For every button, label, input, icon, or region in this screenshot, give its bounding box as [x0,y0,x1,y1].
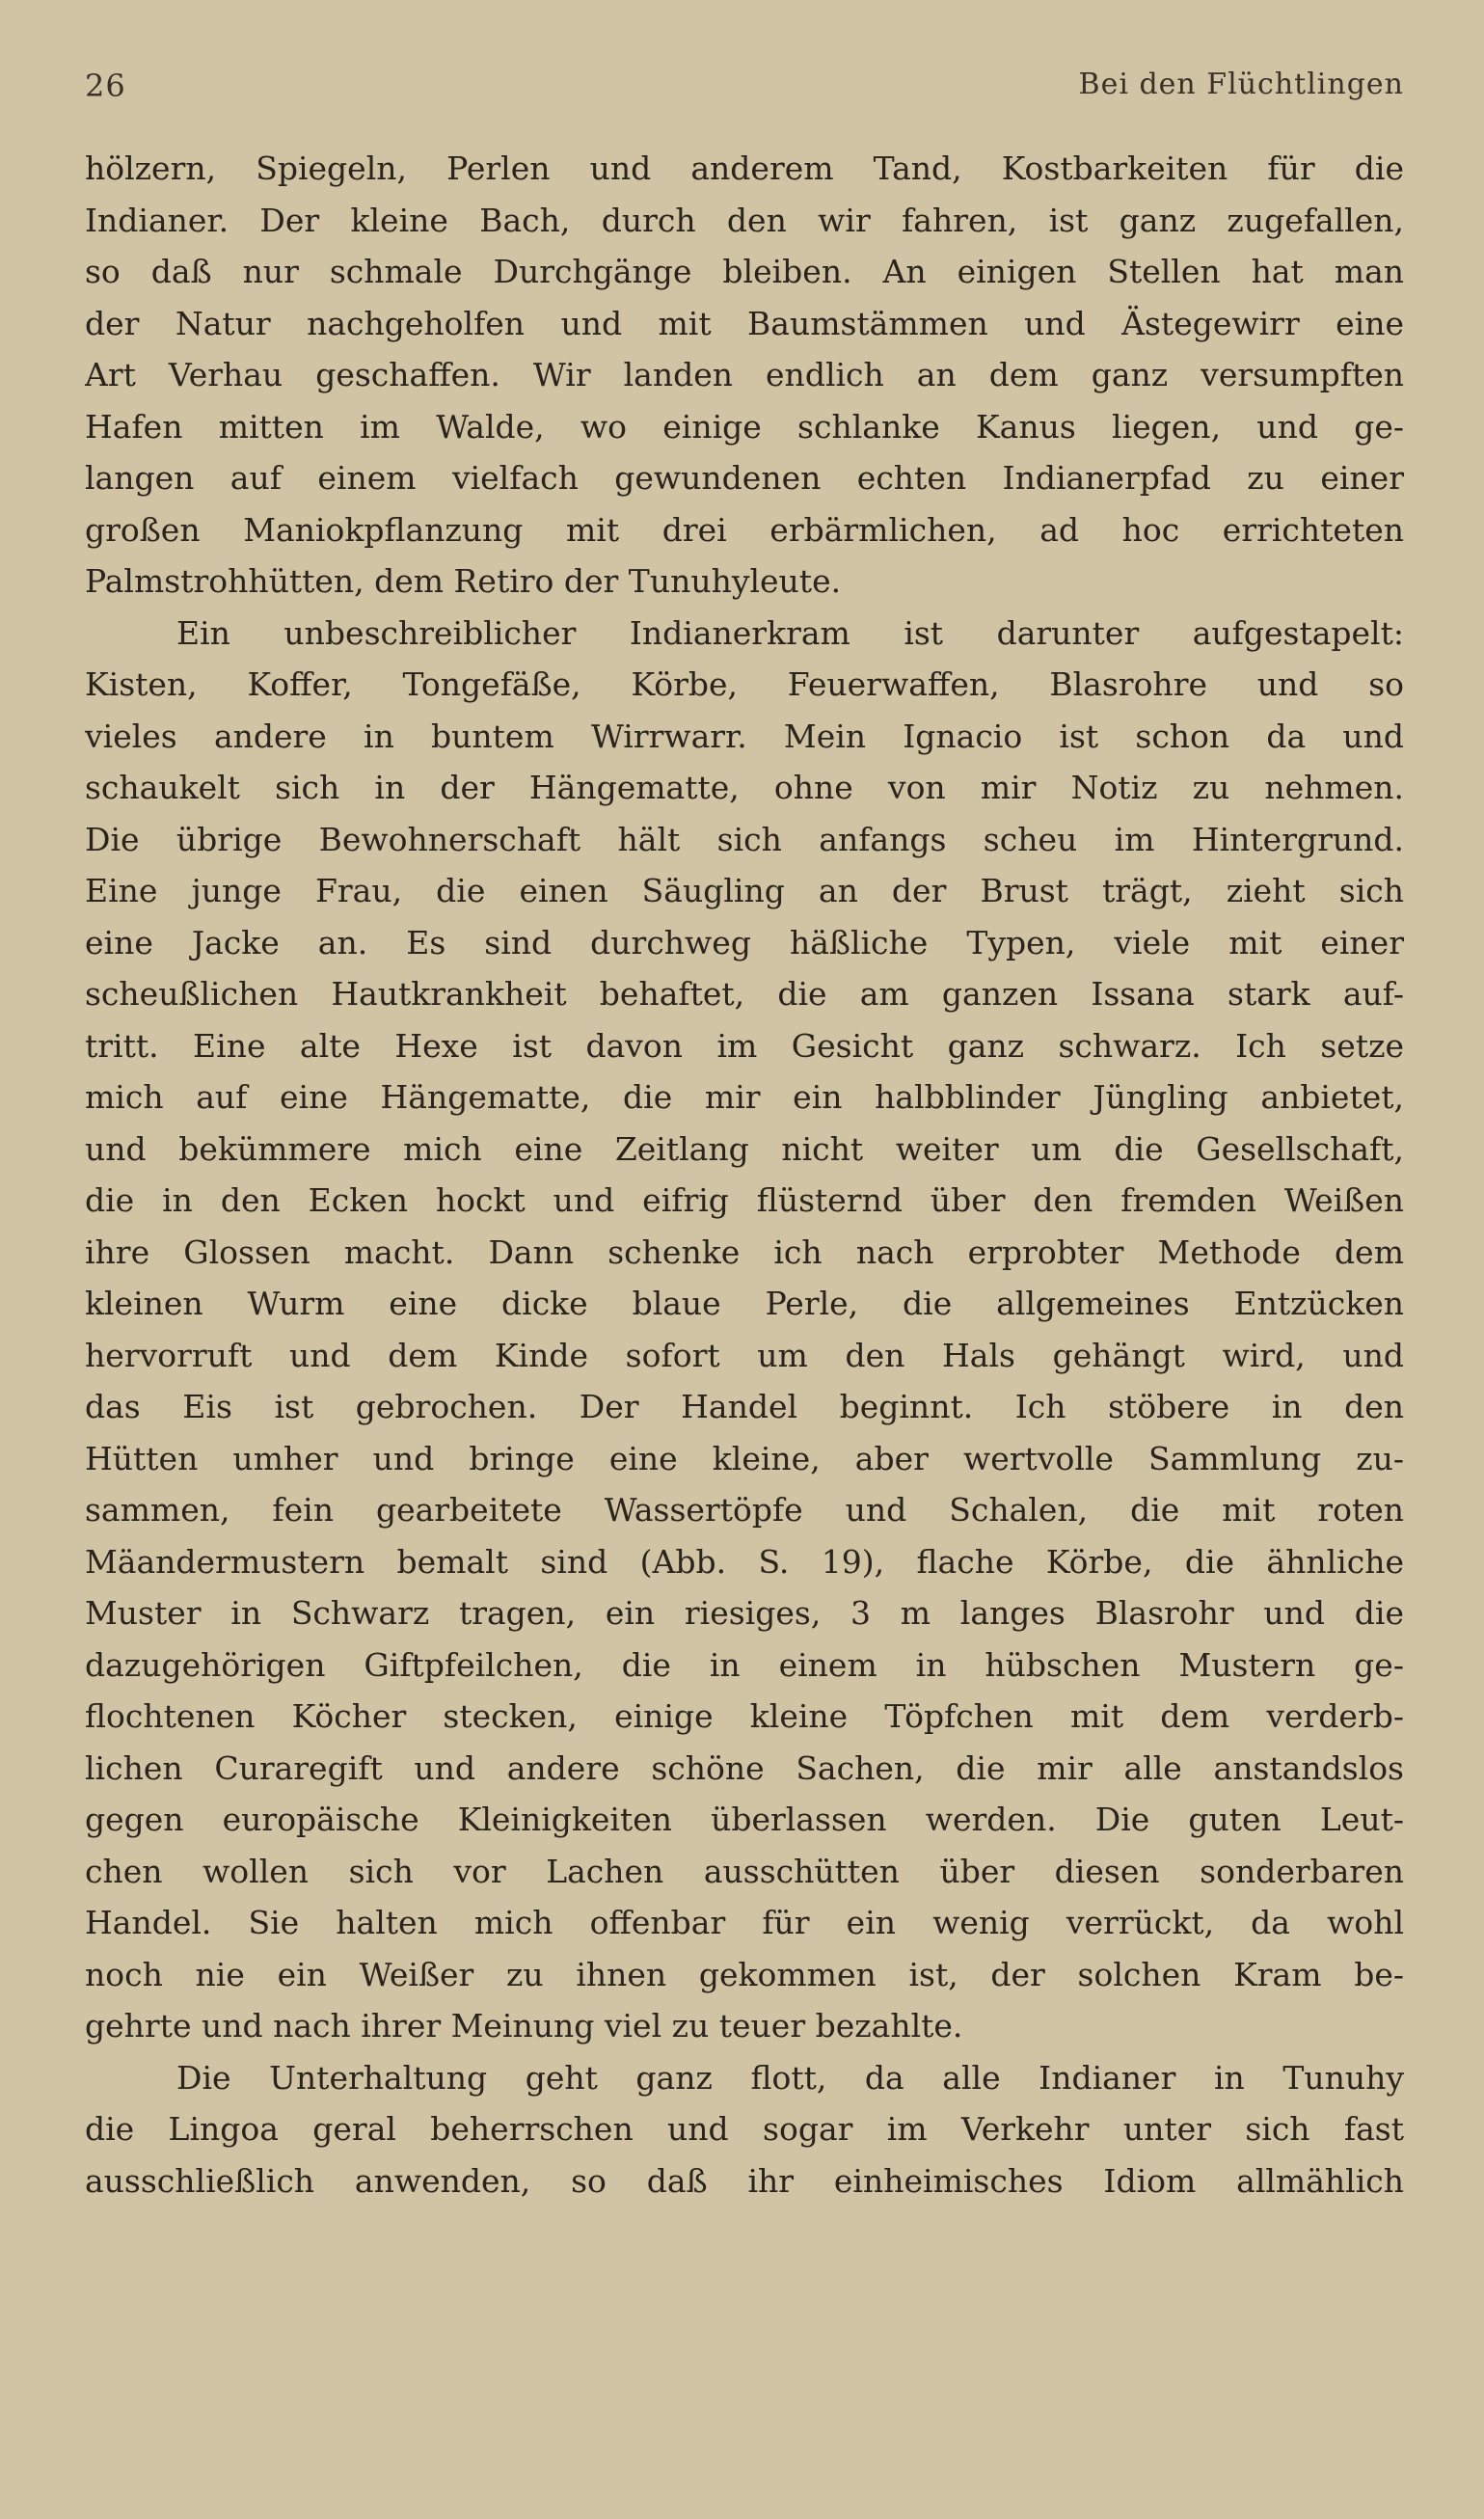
text-line: so daß nur schmale Durchgänge bleiben. An einigen Stellen hat man [85,253,1404,290]
body-text [85,143,1404,2207]
text-line: vieles andere in buntem Wirrwarr. Mein Ignacio ist schon da und [85,717,1404,755]
text-line: Kisten, Koffer, Tongefäße, Körbe, Feuerwaffen, Blasrohre und so [85,665,1404,703]
text-line: gegen europäische Kleinigkeiten überlassen werden. Die guten Leut- [85,1801,1404,1838]
text-line: das Eis ist gebrochen. Der Handel beginnt. Ich stöbere in den [85,1388,1404,1425]
text-line: Die übrige Bewohnerschaft hält sich anfangs scheu im Hintergrund. [85,820,1404,858]
text-line: chen wollen sich vor Lachen ausschütten über diesen sonderbaren [85,1852,1404,1890]
text-line: Hütten umher und bringe eine kleine, aber wertvolle Sammlung zu- [85,1439,1404,1477]
text-line: sammen, fein gearbeitete Wassertöpfe und Schalen, die mit roten [85,1491,1404,1529]
text-line: hölzern, Spiegeln, Perlen und anderem Tand, Kostbarkeiten für die [85,149,1404,187]
text-line: Palmstrohhütten, dem Retiro der Tunuhyleute. [85,562,842,600]
text-line: scheußlichen Hautkrankheit behaftet, die am ganzen Issana stark auf- [85,975,1404,1013]
text-line: tritt. Eine alte Hexe ist davon im Gesicht ganz schwarz. Ich setze [85,1026,1404,1065]
text-line: mich auf eine Hängematte, die mir ein halbblinder Jüngling anbietet, [85,1078,1404,1116]
text-line: eine Jacke an. Es sind durchweg häßliche Typen, viele mit einer [85,923,1404,962]
running-title: Bei den Flüchtlingen [1078,68,1404,101]
text-line: ihre Glossen macht. Dann schenke ich nach erprobter Methode dem [85,1232,1404,1271]
text-line: schaukelt sich in der Hängematte, ohne von mir Notiz zu nehmen. [85,769,1404,806]
text-line: der Natur nachgeholfen und mit Baumstämmen und Ästegewirr eine [85,304,1404,342]
running-head [85,68,1404,106]
text-line: noch nie ein Weißer zu ihnen gekommen ist, der solchen Kram be- [85,1955,1404,1993]
text-line: Muster in Schwarz tragen, ein riesiges, 3 m langes Blasrohr und die [85,1594,1404,1632]
text-line: und bekümmere mich eine Zeitlang nicht weiter um die Gesellschaft, [85,1129,1404,1168]
text-line: Art Verhau geschaffen. Wir landen endlich an dem ganz versumpften [85,356,1404,393]
text-line: Eine junge Frau, die einen Säugling an der Brust trägt, zieht sich [85,872,1404,909]
text-line: Hafen mitten im Walde, wo einige schlanke Kanus liegen, und ge- [85,407,1404,446]
text-line: Mäandermustern bemalt sind (Abb. S. 19), flache Körbe, die ähnliche [85,1542,1404,1581]
paragraph-start-line: Ein unbeschreiblicher Indianerkram ist darunter aufgestapelt: [176,613,1404,652]
text-line: flochtenen Köcher stecken, einige kleine Töpfchen mit dem verderb- [85,1697,1404,1735]
page-number: 26 [85,68,126,104]
text-line: Handel. Sie halten mich offenbar für ein wenig verrückt, da wohl [85,1904,1404,1941]
text-line: Indianer. Der kleine Bach, durch den wir fahren, ist ganz zugefallen, [85,201,1404,239]
text-line: die in den Ecken hockt und eifrig flüsternd über den fremden Weißen [85,1181,1404,1219]
text-line: langen auf einem vielfach gewundenen echten Indianerpfad zu einer [85,459,1404,497]
paragraph-start-line: Die Unterhaltung geht ganz flott, da alle Indianer in Tunuhy [176,2058,1404,2097]
text-line: lichen Curaregift und andere schöne Sachen, die mir alle anstandslos [85,1748,1404,1787]
text-line: kleinen Wurm eine dicke blaue Perle, die allgemeines Entzücken [85,1285,1404,1322]
text-line: großen Maniokpflanzung mit drei erbärmlichen, ad hoc errichteten [85,510,1404,549]
text-line: die Lingoa geral beherrschen und sogar im Verkehr unter sich fast [85,2110,1404,2148]
text-line: ausschließlich anwenden, so daß ihr einheimisches Idiom allmählich [85,2161,1404,2200]
text-line: dazugehörigen Giftpfeilchen, die in einem in hübschen Mustern ge- [85,1645,1404,1684]
text-line: gehrte und nach ihrer Meinung viel zu teuer bezahlte. [85,2007,963,2045]
text-line: hervorruft und dem Kinde sofort um den Hals gehängt wird, und [85,1336,1404,1374]
